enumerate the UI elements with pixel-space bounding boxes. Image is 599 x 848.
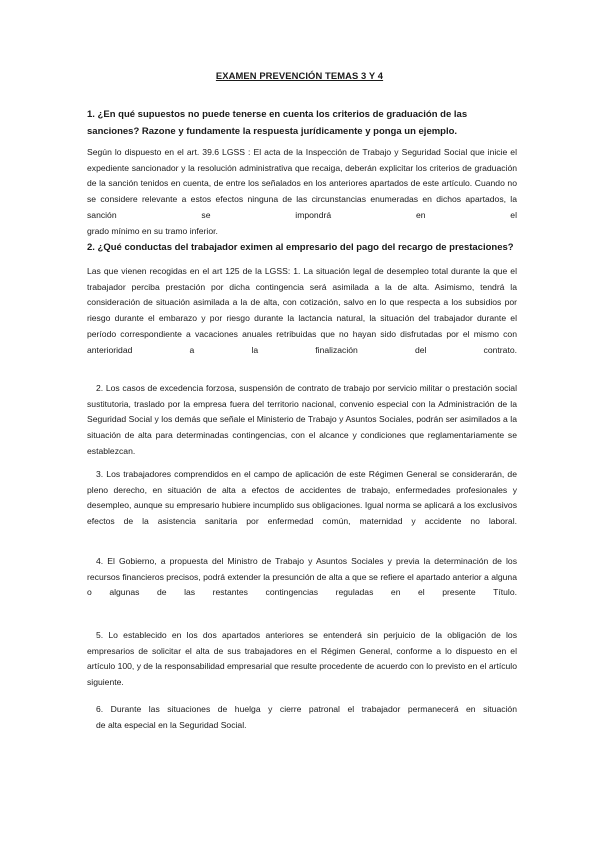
document-title: EXAMEN PREVENCIÓN TEMAS 3 Y 4 — [215, 70, 384, 81]
answer-1-body: Según lo dispuesto en el art. 39.6 LGSS : El acta de la Inspección de Trabajo y Seguridad Social que inicie el expediente sancionador y la resolución administrativa que recaiga, deberán explicitar los criterios de graduación de la sanción tenidos en cuenta, de entre los señalados en los anteriores apartados de este artículo. Cuando no se considere relevante a estos efectos ninguna de las circunstancias enumeradas en dichos apartados, la sanción se impondrá en el — [87, 147, 517, 220]
answer-2-paragraph-6 — [87, 702, 517, 733]
question-2: 2. ¿Qué conductas del trabajador eximen al empresario del pago del recargo de prestaciones? — [87, 242, 514, 253]
answer-1-last-line: grado mínimo en su tramo inferior. — [87, 225, 218, 236]
answer-2-paragraph-6-body: 6. Durante las situaciones de huelga y cierre patronal el trabajador permanecerá en situación — [96, 704, 517, 714]
answer-2-paragraph-2: 2. Los casos de excedencia forzosa, suspensión de contrato de trabajo por servicio militar o prestación social sustitutoria, traslado por la empresa fuera del territorio nacional, convenio especial con la Administración de la Seguridad Social y los demás que señale el Ministerio de Trabajo y Asuntos Sociales, podrán ser asimilados a la situación de alta para determinadas contingencias, con el alcance y condiciones que reglamentariamente se establezcan. — [87, 383, 517, 456]
answer-2-paragraph-1: Las que vienen recogidas en el art 125 de la LGSS: 1. La situación legal de desempleo total durante la que el trabajador perciba prestación por dicha contingencia será asimilada a la de alta. Asimismo, tendrá la consideración de situación asimilada a la de alta, con cotización, salvo en lo que respecta a los subsidios por riesgo durante el embarazo y por riesgo durante la lactancia natural, la situación del trabajador durante el período correspondiente a vacaciones anuales retribuidas que no hayan sido disfrutadas por el mismo con anterioridad a la finalización del contrato. — [87, 266, 517, 355]
answer-2-paragraph-3: 3. Los trabajadores comprendidos en el campo de aplicación de este Régimen General se considerarán, de pleno derecho, en situación de alta a efectos de accidentes de trabajo, enfermedades profesionales y desempleo, aunque su empresario hubiere incumplido sus obligaciones. Igual norma se aplicará a los exclusivos efectos de la asistencia sanitaria por enfermedad común, maternidad y accidente no laboral. — [87, 469, 517, 527]
question-1: 1. ¿En qué supuestos no puede tenerse en cuenta los criterios de graduación de las sanciones? Razone y fundamente la respuesta jurídicamente y ponga un ejemplo. — [87, 109, 468, 137]
answer-1 — [87, 145, 517, 239]
answer-2-paragraph-4: 4. El Gobierno, a propuesta del Ministro de Trabajo y Asuntos Sociales y previa la determinación de los recursos financieros precisos, podrá extender la presunción de alta a que se refiere el apartado anterior a alguna o algunas de las restantes contingencias reguladas en el presente Título. — [87, 556, 517, 598]
answer-2-paragraph-5: 5. Lo establecido en los dos apartados anteriores se entenderá sin perjuicio de la obligación de los empresarios de solicitar el alta de sus trabajadores en el Régimen General, conforme a lo dispuesto en el artículo 100, y de la responsabilidad empresarial que resulte procedente de acuerdo con lo previsto en el artículo siguiente. — [87, 630, 517, 688]
answer-2-paragraph-6-last-line: de alta especial en la Seguridad Social. — [96, 719, 247, 730]
